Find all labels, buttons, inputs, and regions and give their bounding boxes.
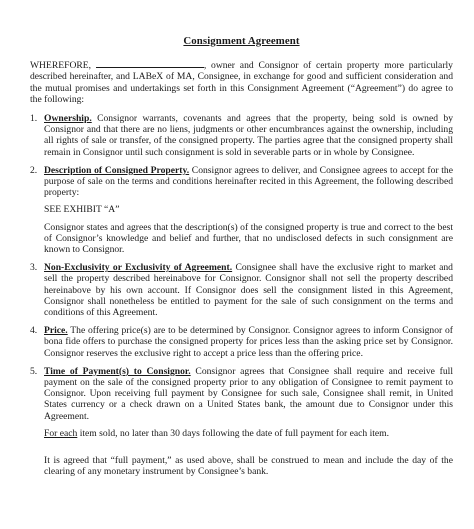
- clause-followup: [44, 428, 453, 439]
- clause-body: Consignee shall have the exclusive right to market and sell the property described hereinabove for Consignor. Consignor shall not sell the property described hereinabove by his own account. If Consignor does sell the consignment listed in this Agreement, Consignor shall nonetheless be entitled to payment for the sale of such consignment on the terms and conditions of this Agreement.: [44, 262, 453, 319]
- clause-text: [44, 113, 453, 158]
- intro-paragraph: [30, 59, 453, 105]
- clause-heading: Time of Payment(s) to Consignor.: [44, 365, 191, 377]
- clause-body: The offering price(s) are to be determined by Consignor. Consignor agrees to inform Consignor of bona fide offers to purchase the consigned property for prices less than the asking price set by Consignor. Consignor reserves the exclusive right to accept a price less than the offering price.: [44, 325, 453, 359]
- clause-heading: Ownership.: [44, 113, 92, 125]
- clause-heading: Description of Consigned Property.: [44, 164, 190, 176]
- clause-text: [44, 262, 453, 318]
- followup-underlined: For each: [44, 427, 78, 439]
- clause-text: [44, 165, 453, 199]
- clause-heading: Price.: [44, 325, 68, 337]
- clause-number: 3.: [30, 262, 38, 274]
- clause-body: Consignor warrants, covenants and agrees that the property, being sold is owned by Consignor and that there are no liens, judgments or other encumbrances against the ownership, including all rights of sale or transfer, of the consigned property. The parties agree that the consigned property shall remain in Consignor until such consignment is sold in severable parts or in whole by Consignee.: [44, 113, 453, 158]
- followup-text: item sold, no later than 30 days following the date of full payment for each item.: [77, 427, 390, 439]
- clause-number: 2.: [30, 164, 38, 176]
- clause-number: 4.: [30, 325, 38, 337]
- clause-body: Consignor agrees to deliver, and Consignee agrees to accept for the purpose of sale on the terms and conditions hereinafter recited in this Agreement, the following described property:: [44, 164, 453, 199]
- clause-price: [30, 325, 453, 359]
- clause-number: 5.: [30, 365, 38, 377]
- closing-paragraph: It is agreed that “full payment,” as used above, shall be construed to mean and include the day of the clearing of any monetary instrument by Consignee’s bank.: [44, 455, 453, 478]
- clause-payment-time: [30, 366, 453, 439]
- intro-text-rest: , owner and Consignor of certain property more particularly described hereinafter, and LABeX of MA, Consignee, in exchange for good and sufficient consideration and the mutual promises and undertakings set forth in this Consignment Agreement (“Agreement”) do agree to the following:: [30, 60, 453, 105]
- clause-text: [44, 325, 453, 359]
- clause-followup: Consignor states and agrees that the description(s) of the consigned property is true and correct to the best of Consignor’s knowledge and belief and further, that no undisclosed defects in such consignment are known to Consignor.: [44, 221, 453, 256]
- consignor-name-blank: [96, 59, 204, 68]
- clause-heading: Non-Exclusivity or Exclusivity of Agreement.: [44, 262, 233, 274]
- clause-ownership: [30, 113, 453, 158]
- document-title: Consignment Agreement: [183, 35, 300, 47]
- clause-exclusivity: [30, 262, 453, 318]
- clause-body: Consignor agrees that Consignee shall require and receive full payment on the sale of the consigned property prior to any obligation of Consignee to remit payment to Consignor. Upon receiving full payment by Consignee for such sale, Consignee shall remit, in United States currency or a check drawn on a United States bank, the amount due to Consignor under this Agreement.: [44, 365, 453, 422]
- exhibit-reference: SEE EXHIBIT “A”: [44, 204, 120, 216]
- clause-description: [30, 165, 453, 255]
- clause-text: [44, 366, 453, 422]
- clause-number: 1.: [30, 113, 38, 125]
- intro-text-start: WHEREFORE,: [30, 60, 96, 72]
